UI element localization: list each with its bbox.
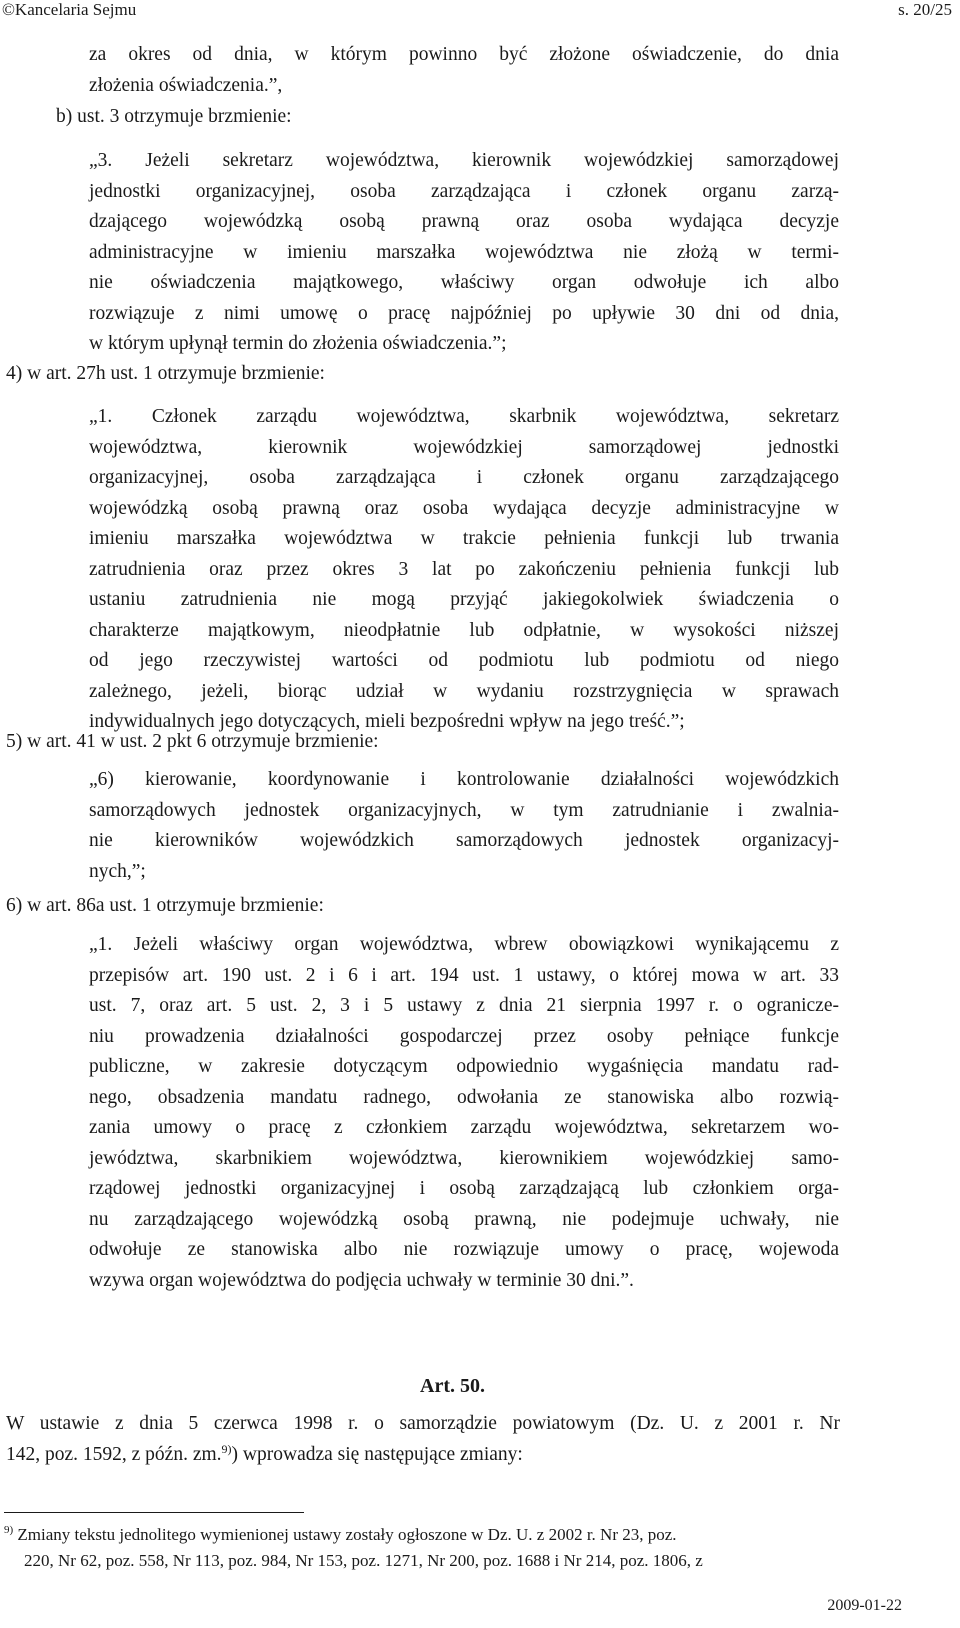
item-b	[56, 102, 556, 133]
quoted-paragraph-1b	[89, 930, 839, 1296]
text-line: charakterze majątkowym, nieodpłatnie lub odpłatnie, w wysokości niższej	[89, 619, 839, 641]
text-line: 6) w art. 86a ust. 1 otrzymuje brzmienie:	[6, 895, 324, 916]
text-line: nie kierowników wojewódzkich samorządowych jednostek organizacyj-	[89, 830, 839, 851]
text-line: b) ust. 3 otrzymuje brzmienie:	[56, 106, 292, 127]
text-line: przepisów art. 190 ust. 2 i 6 i art. 194 ust. 1 ustawy, o której mowa w art. 33	[89, 964, 839, 986]
quoted-paragraph-1a	[89, 402, 839, 738]
footnote-line-2: 220, Nr 62, poz. 558, Nr 113, poz. 984, Nr 153, poz. 1271, Nr 200, poz. 1688 i Nr 214, poz. 1806, z	[24, 1551, 703, 1570]
text-line: jewództwa, skarbnikiem województwa, kierownikiem wojewódzkiej samo-	[89, 1147, 839, 1169]
copyright-label: ©Kancelaria Sejmu	[2, 0, 137, 19]
text-line: indywidualnych jego dotyczących, mieli bezpośredni wpływ na jego treść.”;	[89, 711, 685, 732]
text-line: „6) kierowanie, koordynowanie i kontrolowanie działalności wojewódzkich	[89, 769, 839, 790]
footnote-line-1: $^{9)}$ Zmiany tekstu jednolitego wymienionej ustawy zostały ogłoszone w Dz. U. z 2002 r. Nr 23, poz.	[4, 1524, 677, 1544]
footnote-ref[interactable]: 9)	[221, 1441, 232, 1456]
item-5	[6, 727, 606, 758]
text-line: zatrudnienia oraz przez okres 3 lat po zakończeniu pełnienia funkcji lub	[89, 558, 839, 580]
text-line: „1. Jeżeli właściwy organ województwa, wbrew obowiązkowi wynikającemu z	[89, 934, 839, 955]
text-line: odwołuje ze stanowiska albo nie rozwiązuje umowy o pracę, wojewoda	[89, 1239, 839, 1260]
text-line: „1. Członek zarządu województwa, skarbnik województwa, sekretarz	[89, 406, 839, 427]
text-line: imieniu marszałka województwa w trakcie pełnienia funkcji lub trwania	[89, 528, 839, 549]
text-line: wojewódzką osobą prawną oraz osoba wydająca decyzje administracyjne w	[89, 497, 839, 519]
item-4	[6, 359, 506, 390]
text-line: nie oświadczenia majątkowego, właściwy organ odwołuje ich albo	[89, 272, 839, 293]
text-line: zależnego, jeżeli, biorąc udział w wydaniu rozstrzygnięcia w sprawach	[89, 680, 839, 702]
text-line: od jego rzeczywistej wartości od podmiotu lub podmiotu od niego	[89, 650, 839, 671]
text-line: „3. Jeżeli sekretarz województwa, kierownik wojewódzkiej samorządowej	[89, 150, 839, 171]
text-line: nych,”;	[89, 860, 146, 882]
text-line: 4) w art. 27h ust. 1 otrzymuje brzmienie:	[6, 363, 325, 384]
text-line: samorządowych jednostek organizacyjnych, w tym zatrudnianie i zwalnia-	[89, 799, 839, 821]
article-title: Art. 50.	[420, 1375, 485, 1397]
text-line: dzającego wojewódzką osobą prawną oraz osoba wydająca decyzje	[89, 211, 839, 232]
article-intro-line-1: W ustawie z dnia 5 czerwca 1998 r. o samorządzie powiatowym (Dz. U. z 2001 r. Nr	[6, 1413, 840, 1434]
text-line: publiczne, w zakresie dotyczącym odpowiednio wygaśnięcia mandatu rad-	[89, 1056, 839, 1077]
quoted-paragraph-3	[89, 146, 839, 360]
text-line: rządowej jednostki organizacyjnej i osobą zarządzającą lub członkiem orga-	[89, 1178, 839, 1199]
text-line: organizacyjnej, osoba zarządzająca i członek organu zarządzającego	[89, 467, 839, 488]
text-line: ust. 7, oraz art. 5 ust. 2, 3 i 5 ustawy z dnia 21 sierpnia 1997 r. o ogranicze-	[89, 995, 839, 1016]
text-line: zania umowy o pracę z członkiem zarządu województwa, sekretarzem wo-	[89, 1117, 839, 1138]
article-intro	[6, 1409, 840, 1470]
text-line: 5) w art. 41 w ust. 2 pkt 6 otrzymuje brzmienie:	[6, 731, 379, 752]
text-line: złożenia oświadczenia.”,	[89, 74, 283, 96]
footnote	[4, 1522, 870, 1574]
text-line: w którym upłynął termin do złożenia oświadczenia.”;	[89, 333, 507, 354]
footer-date: 2009-01-22	[827, 1597, 902, 1614]
page-header	[0, 0, 960, 22]
footnote-separator	[4, 1512, 304, 1513]
item-6	[6, 891, 606, 922]
text-line: niu prowadzenia działalności gospodarczej przez osoby pełniące funkcje	[89, 1025, 839, 1047]
continuation-paragraph	[89, 40, 839, 101]
text-line: jednostki organizacyjnej, osoba zarządzająca i członek organu zarzą-	[89, 180, 839, 202]
quoted-paragraph-6	[89, 765, 839, 887]
article-intro-line-2: 142, poz. 1592, z późn. zm.$^{9)}$) wprowadza się następujące zmiany:	[6, 1441, 523, 1465]
text-line: ustaniu zatrudnienia nie mogą przyjąć jakiegokolwiek świadczenia o	[89, 589, 839, 610]
page-number: s. 20/25	[898, 0, 952, 19]
text-line: województwa, kierownik wojewódzkiej samorządowej jednostki	[89, 436, 839, 458]
text-line: administracyjne w imieniu marszałka województwa nie złożą w termi-	[89, 241, 839, 263]
text-line: nego, obsadzenia mandatu radnego, odwołania ze stanowiska albo rozwią-	[89, 1086, 839, 1108]
text-line: wzywa organ województwa do podjęcia uchwały w terminie 30 dni.”.	[89, 1269, 634, 1291]
text-line: za okres od dnia, w którym powinno być złożone oświadczenie, do dnia	[89, 44, 839, 65]
text-line: nu zarządzającego wojewódzką osobą prawną, nie podejmuje uchwały, nie	[89, 1208, 839, 1230]
text-line: rozwiązuje z nimi umowę o pracę najpóźniej po upływie 30 dni od dnia,	[89, 302, 839, 324]
footnote-mark: 9)	[4, 1524, 14, 1536]
